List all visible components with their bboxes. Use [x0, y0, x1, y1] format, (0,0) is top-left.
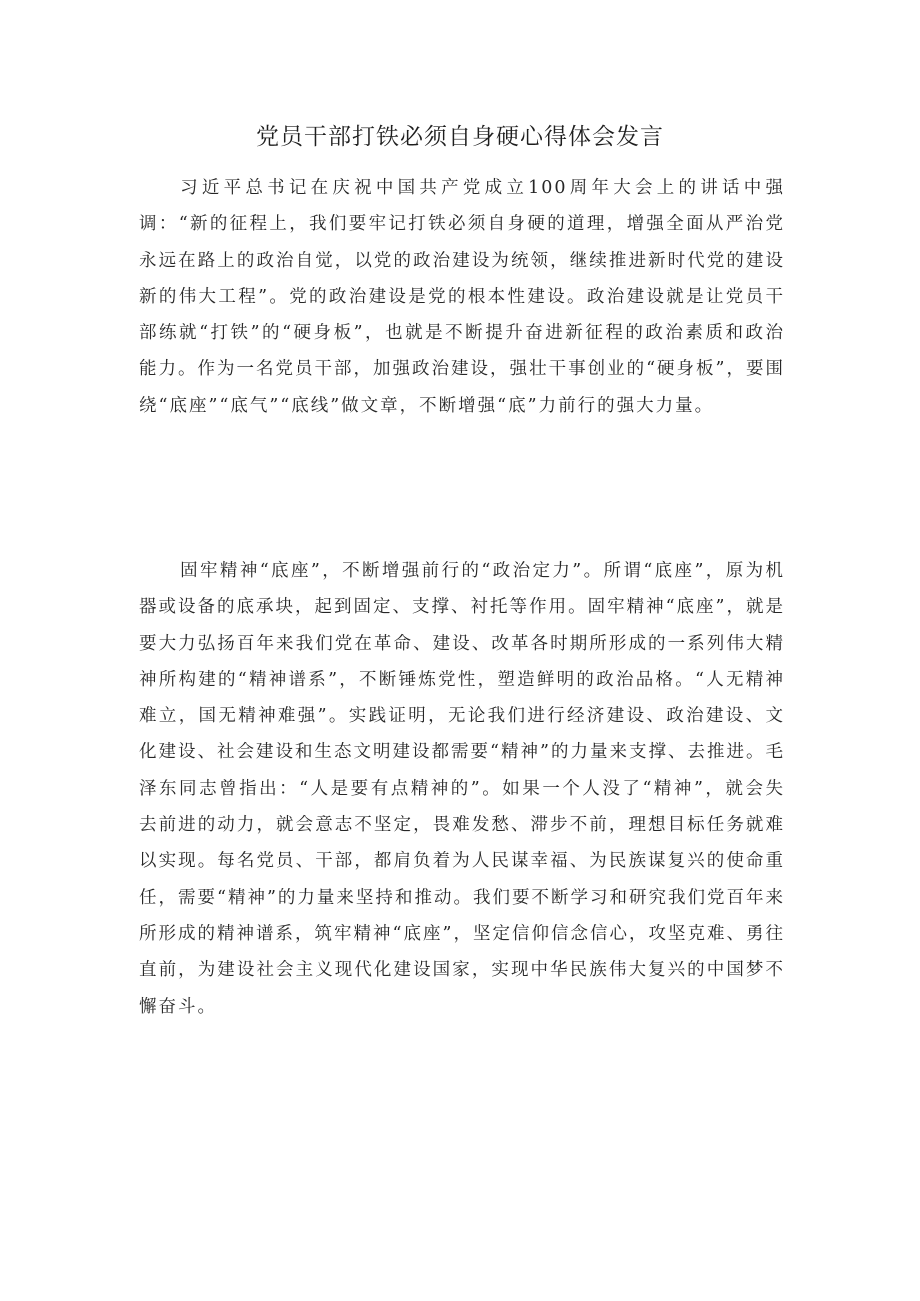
paragraph-spirit-foundation: 固牢精神“底座”，不断增强前行的“政治定力”。所谓“底座”，原为机器或设备的底承块，起到固定、支撑、衬托等作用。固牢精神“底座”，就是要大力弘扬百年来我们党在革命、建设、改革各时期所形成的一系列伟大精神所构建的“精神谱系”，不断锤炼党性，塑造鲜明的政治品格。“人无精神难立，国无精神难强”。实践证明，无论我们进行经济建设、政治建设、文化建设、社会建设和生态文明建设都需要“精神”的力量来支撑、去推进。毛泽东同志曾指出：“人是要有点精神的”。如果一个人没了“精神”，就会失去前进的动力，就会意志不坚定，畏难发愁、滞步不前，理想目标任务就难以实现。每名党员、干部，都肩负着为人民谋幸福、为民族谋复兴的使命重任，需要“精神”的力量来坚持和推动。我们要不断学习和研究我们党百年来所形成的精神谱系，筑牢精神“底座”，坚定信仰信念信心，攻坚克难、勇往直前，为建设社会主义现代化建设国家，实现中华民族伟大复兴的中国梦不懈奋斗。	[139, 561, 785, 1017]
document-title: 党员干部打铁必须自身硬心得体会发言	[256, 124, 664, 150]
paragraph-intro: 习近平总书记在庆祝中国共产党成立100周年大会上的讲话中强调：“新的征程上，我们要牢记打铁必须自身硬的道理，增强全面从严治党永远在路上的政治自觉，以党的政治建设为统领，继续推进新时代党的建设新的伟大工程”。党的政治建设是党的根本性建设。政治建设就是让党员干部练就“打铁”的“硬身板”，也就是不断提升奋进新征程的政治素质和政治能力。作为一名党员干部，加强政治建设，强壮干事创业的“硬身板”，要围绕“底座”“底气”“底线”做文章，不断增强“底”力前行的强大力量。	[139, 178, 785, 416]
